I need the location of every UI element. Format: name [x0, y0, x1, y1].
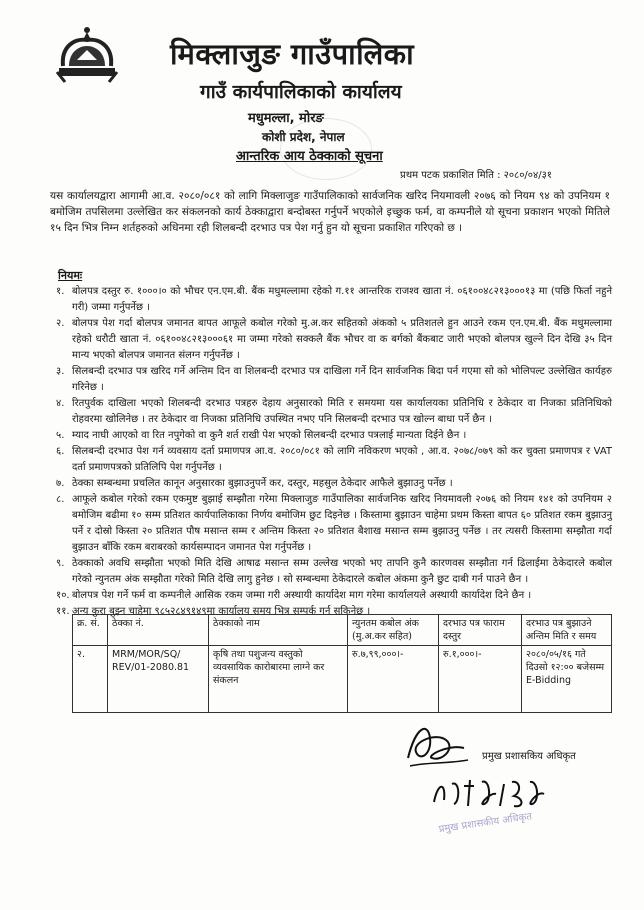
rule-item: ७. ठेक्का सम्बन्धमा प्रचलित कानून अनुसारका बुझाउनुपर्ने कर, दस्तुर, महसुल ठेकेदार आफैले बुझाउनु पर्नेछ । [56, 478, 453, 489]
col-tender-no: ठेक्का नं. [108, 615, 209, 646]
col-tender-name: ठेक्काको नाम [209, 615, 348, 646]
cell-serial: २. [73, 646, 108, 713]
cell-tender-name: कृषि तथा पशुजन्य वस्तुको व्यवसायिक कारोबारमा लाग्ने कर संकलन [209, 646, 348, 713]
rule-item: ५. म्याद नाघी आएको वा रित नपुगेको वा कुनै शर्त राखी पेश भएको सिलबन्दी दरभाउ पत्रलाई मान्यता दिईने छैन । [56, 430, 467, 441]
office-location: मधुमल्ला, मोरङ [248, 111, 324, 126]
office-province: कोशी प्रदेश, नेपाल [262, 130, 345, 144]
cell-min-bid: रु.७,९९,०००।- [348, 646, 439, 713]
rule-item: १०. बोलपत्र पेश गर्ने फर्म वा कम्पनीले आसिक रकम जम्मा गरी अस्थायी कार्यादेश माग गरेमा कार्यालयले अस्थायी कार्यादेश दिने छैन । [56, 590, 532, 601]
rule-item: ९. ठेक्काको अवधि सम्झौता भएको मिति देखि आषाढ मसान्त सम्म उल्लेख भएको भए तापनि कुनै कारणवस सम्झौता गर्न ढिलाईमा ठेकेदारले कबोल गरेको न्युनतम अंक सम्झौता गरेको मिति देखि लागु हुनेछ । सो सम्बन्धमा ठेकेदारले कबोल अंकमा कुनै छुट दाबी गर्न पाउने छैन । [56, 558, 612, 585]
published-date: प्रथम पटक प्रकाशित मिति : २०८०/०४/३१ [400, 170, 552, 181]
col-form-fee: दरभाउ पत्र फाराम दस्तुर [439, 615, 522, 646]
cell-form-fee: रु.१,०००।- [439, 646, 522, 713]
rules-list [56, 284, 612, 620]
handwritten-date [430, 772, 550, 812]
rules-title: नियमः [58, 269, 83, 282]
rule-item: २. बोलपत्र पेश गर्दा बोलपत्र जमानत बापत आफूले कबोल गरेको मु.अ.कर सहितको अंकको ५ प्रतिशतले हुन आउने रकम एन.एम.बी. बैंक मधुमल्लामा रहेको धरौटी खाता नं. ०६१००४८२१३०००६१ मा जम्मा गरेको सक्कलै बैंक भौचर वा क बर्गको बैंकबाट जारी भएको बोलपत्र खुल्ने दिन देखि ३५ दिन मान्य भएको बोलपत्र जमानत संलग्न गर्नुपर्नेछ । [56, 318, 612, 361]
rule-item: ११. अन्य कुरा बुझ्न चाहेमा ९८५२८४९१४९मा कार्यालय समय भित्र सम्पर्क गर्न सकिनेछ । [56, 606, 371, 617]
cell-deadline: २०८०/०५/१६ गते दिउसो १२:०० बजेसम्म E-Bidding [522, 646, 612, 713]
nepal-emblem-icon [55, 26, 119, 84]
stamp-text: प्रमुख प्रशासकीय अधिकृत [438, 811, 533, 836]
col-serial: क्र. सं. [73, 615, 108, 646]
notice-title: आन्तरिक आय ठेक्काको सूचना [236, 149, 383, 164]
office-name: गाउँ कार्यपालिकाको कार्यालय [200, 81, 402, 103]
table-row [73, 646, 612, 713]
rule-item: ४. रितपुर्वक दाखिला भएको शिलबन्दी दरभाउ पत्रहरु देहाय अनुसारको मिति र समयमा यस कार्यालयका प्रतिनिधि र ठेकेदार वा निजका प्रतिनिधिको रोहवरमा खोलिनेछ । तर ठेकेदार वा निजका प्रतिनिधि उपस्थित नभए पनि सिलबन्दी दरभाउ पत्र खोल्न बाधा पर्ने छैन । [56, 398, 612, 425]
officer-title: प्रमुख प्रशासकिय अधिकृत [482, 751, 576, 762]
tender-table [72, 614, 612, 713]
intro-paragraph: यस कार्यालयद्वारा आगामी आ.व. २०८०/०८१ को लागि मिक्लाजुङ गाउँपालिकाको सार्वजनिक खरिद नियमावली २०७६ को नियम ९४ को उपनियम १ बमोजिम तपसिलमा उल्लेखित कर संकलनको कार्य ठेक्काद्वारा बन्दोबस्त गर्नुपर्ने भएकोले इच्छुक फर्म, वा कम्पनीले यो सूचना प्रकाशन भएको मितिले १५ दिन भित्र निम्न शर्तहरुको अधिनमा रही शिलबन्दी दरभाउ पत्र पेश गर्नु हुन यो सूचना प्रकाशित गरिएको छ । [50, 190, 610, 234]
municipality-name: मिक्लाजुङ गाउँपालिका [170, 37, 415, 71]
signature-mark [402, 718, 472, 773]
rule-item: ६. सिलबन्दी दरभाउ पेश गर्न व्यवसाय दर्ता प्रमाणपत्र आ.व. २०८०/०८१ को लागि नविकरण भएको , आ.व. २०७८/०७९ को कर चुक्ता प्रमाणपत्र र VAT दर्ता प्रमाणपत्रको प्रतिलिपि पेश गर्नुपर्नेछ । [56, 446, 612, 473]
rule-item: ३. सिलबन्दी दरभाउ पत्र खरिद गर्ने अन्तिम दिन वा शिलबन्दी दरभाउ पत्र दाखिला गर्ने दिन सार्वजनिक बिदा पर्न गएमा सो को भोलिपल्ट उल्लेखित कार्यहरु गरिनेछ । [56, 366, 612, 393]
rule-item: १. बोलपत्र दस्तुर रु. १०००।० को भौचर एन.एम.बी. बैंक मधुमल्लामा रहेको ग.११ आन्तरिक राजश्व खाता नं. ०६१००४८२१३०००१३ मा (पछि फिर्ता नहुने गरी) जम्मा गर्नुपर्नेछ । [56, 286, 612, 313]
rule-item: ८. आफूले कबोल गरेको रकम एकमुष्ट बुझाई सम्झौता गरेमा मिक्लाजुङ गाउँपालिका सार्वजनिक खरिद नियमावली २०७६ को नियम १४१ को उपनियम २ बमोजिम बढीमा १० सम्म प्रतिशत कार्यपालिकाका निर्णय बमोजिम छुट दिइनेछ । किस्तामा बुझाउन चाहेमा प्रथम किस्ता बापत ६० प्रतिशत रकम बुझाउनु पर्ने र दोस्रो किस्ता २० प्रतिशत पौष मसान्त सम्म र अन्तिम किस्ता २० प्रतिशत बैशाख मसान्त सम्म बुझाउनु पर्नेछ । तर त्यसरी किस्तामा सम्झौता गर्दा बुझाउन बाँकि रकम बराबरको कार्यसम्पादन जमानत पेश गर्नुपर्नेछ । [56, 494, 612, 553]
table-header-row [73, 615, 612, 646]
cell-tender-no: MRM/MOR/SQ/ REV/01-2080.81 [108, 646, 209, 713]
col-min-bid: न्युनतम कबोल अंक (मु.अ.कर सहित) [348, 615, 439, 646]
col-deadline: दरभाउ पत्र बुझाउने अन्तिम मिति र समय [522, 615, 612, 646]
